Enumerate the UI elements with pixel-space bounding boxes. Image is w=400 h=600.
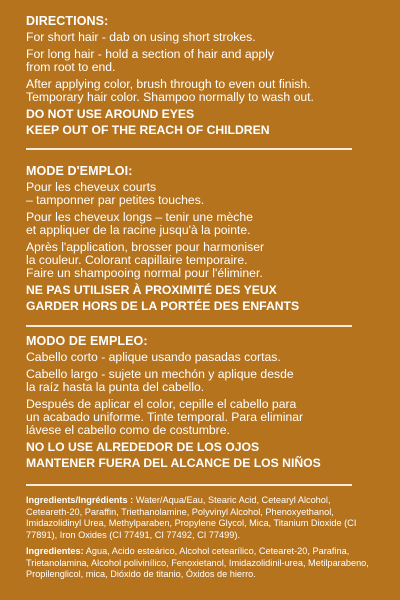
ingredients-section xyxy=(0,495,400,586)
directions-heading: DIRECTIONS: xyxy=(26,14,109,28)
short-hair-instruction: For short hair - dab on using short strokes. xyxy=(26,30,256,44)
after-application-instruction-es: Después de aplicar el color, cepille el cabello para un acabado uniforme. Tinte temporal. Para eliminar lávese el cabello como de costumbre. xyxy=(26,397,304,437)
directions-french xyxy=(0,164,400,316)
ingredients-label-en: Ingredients/Ingrédients : xyxy=(26,495,134,505)
section-divider xyxy=(26,325,352,327)
directions-spanish xyxy=(0,334,400,473)
section-divider xyxy=(26,484,352,486)
section-divider xyxy=(26,148,352,150)
after-application-instruction-fr: Après l'application, brosser pour harmoniser la couleur. Colorant capillaire temporaire. Faire un shampooing normal pour l'éliminer. xyxy=(26,240,265,280)
long-hair-instruction-es: Cabello largo - sujete un mechón y aplique desde la raíz hasta la punta del cabello. xyxy=(26,367,294,394)
children-warning-es: MANTENER FUERA DEL ALCANCE DE LOS NIÑOS xyxy=(26,456,321,470)
ingredients-text-en: Water/Aqua/Eau, Stearic Acid, Cetearyl Alcohol, Ceteareth-20, Paraffin, Triethanolamine, Polyvinyl Alcohol, Phenoxyethanol, Imidazolidinyl Urea, Methylparaben, Propylene Glycol, Mica, Titanium Dioxide (CI 77891), Iron Oxides (CI 77491, CI 77492, CI 77499). xyxy=(26,495,357,540)
long-hair-instruction-fr: Pour les cheveux longs – tenir une mèche et appliquer de la racine jusqu'à la pointe. xyxy=(26,210,253,237)
ingredients-text-es: Agua, Acido esteárico, Alcohol cetearílico, Cetearet-20, Parafina, Trietanolamina, Alcohol polivinílico, Fenoxietanol, Imidazolidinil-urea, Metilparabeno, Propilenglicol, mica, Dióxido de titanio, Óxidos de hierro. xyxy=(26,546,369,579)
directions-english xyxy=(0,14,400,140)
ingredients-en xyxy=(26,495,370,541)
mode-emploi-heading: MODE D'EMPLOI: xyxy=(26,164,133,178)
children-warning: KEEP OUT OF THE REACH OF CHILDREN xyxy=(26,123,270,137)
long-hair-instruction: For long hair - hold a section of hair and apply from root to end. xyxy=(26,47,274,74)
short-hair-instruction-fr: Pour les cheveux courts – tamponner par petites touches. xyxy=(26,180,205,207)
ingredients-es xyxy=(26,546,370,581)
children-warning-fr: GARDER HORS DE LA PORTÉE DES ENFANTS xyxy=(26,299,300,313)
short-hair-instruction-es: Cabello corto - aplique usando pasadas cortas. xyxy=(26,350,281,364)
eye-warning-es: NO LO USE ALREDEDOR DE LOS OJOS xyxy=(26,440,260,454)
eye-warning: DO NOT USE AROUND EYES xyxy=(26,107,195,121)
eye-warning-fr: NE PAS UTILISER À PROXIMITÉ DES YEUX xyxy=(26,283,277,297)
after-application-instruction: After applying color, brush through to even out finish. Temporary hair color. Shampoo normally to wash out. xyxy=(26,77,314,104)
modo-empleo-heading: MODO DE EMPLEO: xyxy=(26,334,148,348)
ingredients-label-es: Ingredientes: xyxy=(26,546,84,556)
